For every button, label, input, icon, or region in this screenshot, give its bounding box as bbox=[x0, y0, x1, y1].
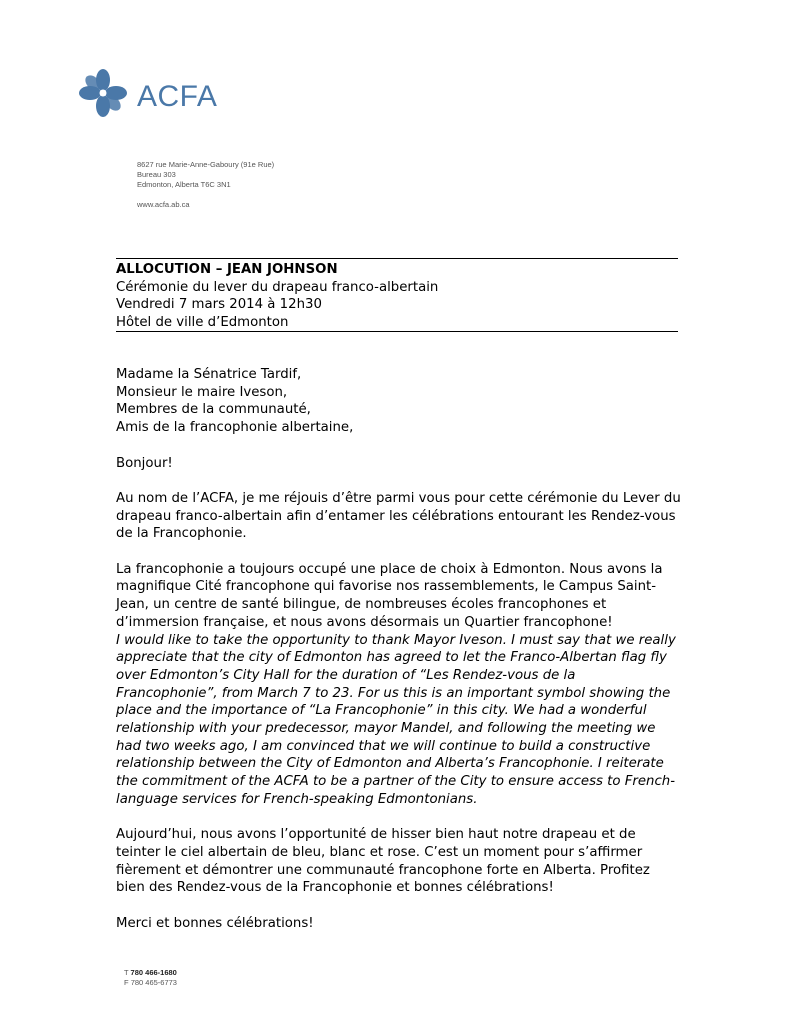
header-top-rule bbox=[116, 258, 678, 259]
greeting: Bonjour! bbox=[116, 455, 173, 471]
letter-body bbox=[116, 366, 681, 932]
event-location: Hôtel de ville d’Edmonton bbox=[116, 314, 289, 330]
salutation-line: Monsieur le maire Iveson, bbox=[116, 384, 288, 400]
salutation-line: Amis de la francophonie albertaine, bbox=[116, 420, 354, 436]
address-line: Bureau 303 bbox=[137, 170, 176, 179]
salutation-line: Madame la Sénatrice Tardif, bbox=[116, 367, 302, 382]
phone-number: 780 466-1680 bbox=[130, 968, 177, 977]
contact-footer bbox=[124, 968, 177, 988]
salutation-line: Membres de la communauté, bbox=[116, 402, 311, 418]
website-text: www.acfa.ab.ca bbox=[137, 200, 190, 209]
speech-title: ALLOCUTION – JEAN JOHNSON bbox=[116, 262, 338, 277]
paragraph-1: Au nom de l’ACFA, je me réjouis d’être parmi vous pour cette cérémonie du Lever du drapeau franco-albertain afin d’entamer les célébrations entourant les Rendez-vous de la Francophonie. bbox=[116, 490, 681, 542]
event-date: Vendredi 7 mars 2014 à 12h30 bbox=[116, 297, 322, 312]
fax-number: 780 465-6773 bbox=[130, 978, 177, 987]
event-name: Cérémonie du lever du drapeau franco-albertain bbox=[116, 279, 439, 295]
address-block bbox=[137, 160, 274, 210]
brand-name: ACFA bbox=[137, 80, 218, 113]
paragraph-3: Aujourd’hui, nous avons l’opportunité de hisser bien haut notre drapeau et de teinter le ciel albertain de bleu, blanc et rose. C’est un moment pour s’affirmer fièrement et démontrer une communauté francophone forte en Alberta. Profitez bien des Rendez-vous de la Francophonie et bonnes célébrations! bbox=[116, 827, 650, 896]
flower-logo-icon bbox=[78, 68, 128, 118]
address-line: 8627 rue Marie-Anne-Gaboury (91e Rue) bbox=[137, 160, 275, 169]
paragraph-2-english: I would like to take the opportunity to thank Mayor Iveson. I must say that we really appreciate that the city of Edmonton has agreed to let the Franco-Albertan flag fly over Edmonton’s City Hall for the duration of “Les Rendez-vous de la Francophonie”, from March 7 to 23. For us this is an important symbol showing the place and the importance of “La Francophonie” in this city. We had a wonderful relationship with your predecessor, mayor Mandel, and following the meeting we had two weeks ago, I am convinced that we will continue to build a constructive relationship between the City of Edmonton and Alberta’s Francophonie. I reiterate the commitment of the ACFA to be a partner of the City to ensure access to French-language services for French-speaking Edmontonians. bbox=[116, 632, 676, 807]
paragraph-2: La francophonie a toujours occupé une place de choix à Edmonton. Nous avons la magnifique Cité francophone qui favorise nos rassemblements, le Campus Saint-Jean, un centre de santé bilingue, de nombreuses écoles francophones et d’immersion française, et nous avons désormais un Quartier francophone! bbox=[116, 561, 663, 630]
address-line: Edmonton, Alberta T6C 3N1 bbox=[137, 180, 231, 189]
header-bottom-rule bbox=[116, 331, 678, 332]
fax-line: F 780 465-6773 bbox=[124, 978, 177, 987]
closing-line: Merci et bonnes célébrations! bbox=[116, 915, 314, 931]
phone-line: T 780 466-1680 bbox=[124, 968, 177, 977]
speech-header bbox=[116, 261, 678, 331]
